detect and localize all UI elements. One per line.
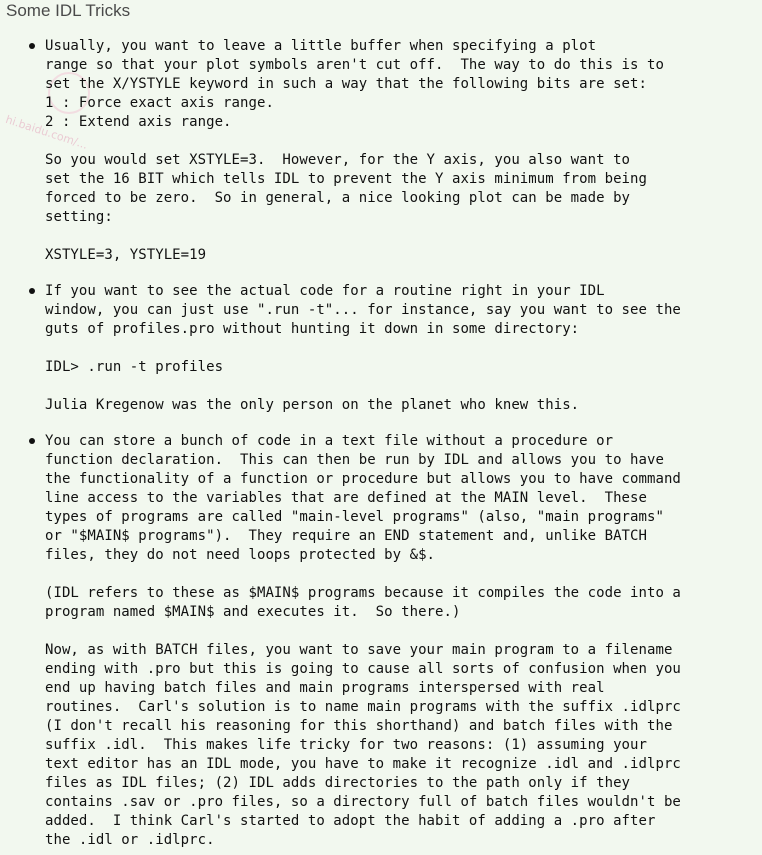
tip-paragraph: Now, as with BATCH files, you want to save your main program to a filename ending with .pro but this is going to cause all sorts of confusion when you end up having batch files and main programs interspersed with real routines. Carl's solution is to name main programs with the suffix .idlprc (I don't recall his reasoning for this shorthand) and batch files with the suffix .idl. This makes life tricky for two reasons: (1) assuming your text editor has an IDL mode, you have to make it recognize .idl and .idlprc files as IDL files; (2) IDL adds directories to the path only if they contains .sav or .pro files, so a directory full of batch files wouldn't be added. I think Carl's started to adopt the habit of adding a .pro after the .idl or .idlprc. [45,642,681,848]
tip-paragraph: Usually, you want to leave a little buffer when specifying a plot range so that your plot symbols aren't cut off. The way to do this is to set the X/YSTYLE keyword in such a way that the following bits are set: 1 : Force exact axis range. 2 : Extend axis range. [45,38,664,130]
tip-item-run-t [45,282,757,415]
tips-list [45,37,757,850]
tip-paragraph: You can store a bunch of code in a text file without a procedure or function declaration. This can then be run by IDL and allows you to have the functionality of a function or procedure but allows you to have command line access to the variables that are defined at the MAIN level. These types of programs are called "main-level programs" (also, "main programs" or "$MAIN$ programs"). They require an END statement and, unlike BATCH files, they do not need loops protected by &$. [45,433,681,563]
bullet-icon [29,288,35,294]
bullet-icon [29,43,35,49]
bullet-icon [29,438,35,444]
watermark: hi.baidu.com/... [3,113,90,152]
code-line: XSTYLE=3, YSTYLE=19 [45,247,207,263]
tip-paragraph: If you want to see the actual code for a routine right in your IDL window, you can just use ".run -t"... for instance, say you want to see the guts of profiles.pro without hunting it down in some directory: [45,283,681,337]
tip-paragraph: So you would set XSTYLE=3. However, for the Y axis, you also want to set the 16 BIT which tells IDL to prevent the Y axis minimum from being forced to be zero. So in general, a nice looking plot can be made by setting: [45,152,647,225]
tip-item-buffer [45,37,757,265]
tip-item-main-programs [45,432,757,850]
code-line: IDL> .run -t profiles [45,359,224,375]
tip-paragraph: (IDL refers to these as $MAIN$ programs because it compiles the code into a program named $MAIN$ and executes it. So there.) [45,585,681,620]
page-title: Some IDL Tricks [6,1,131,20]
tip-paragraph: Julia Kregenow was the only person on the planet who knew this. [45,397,580,413]
